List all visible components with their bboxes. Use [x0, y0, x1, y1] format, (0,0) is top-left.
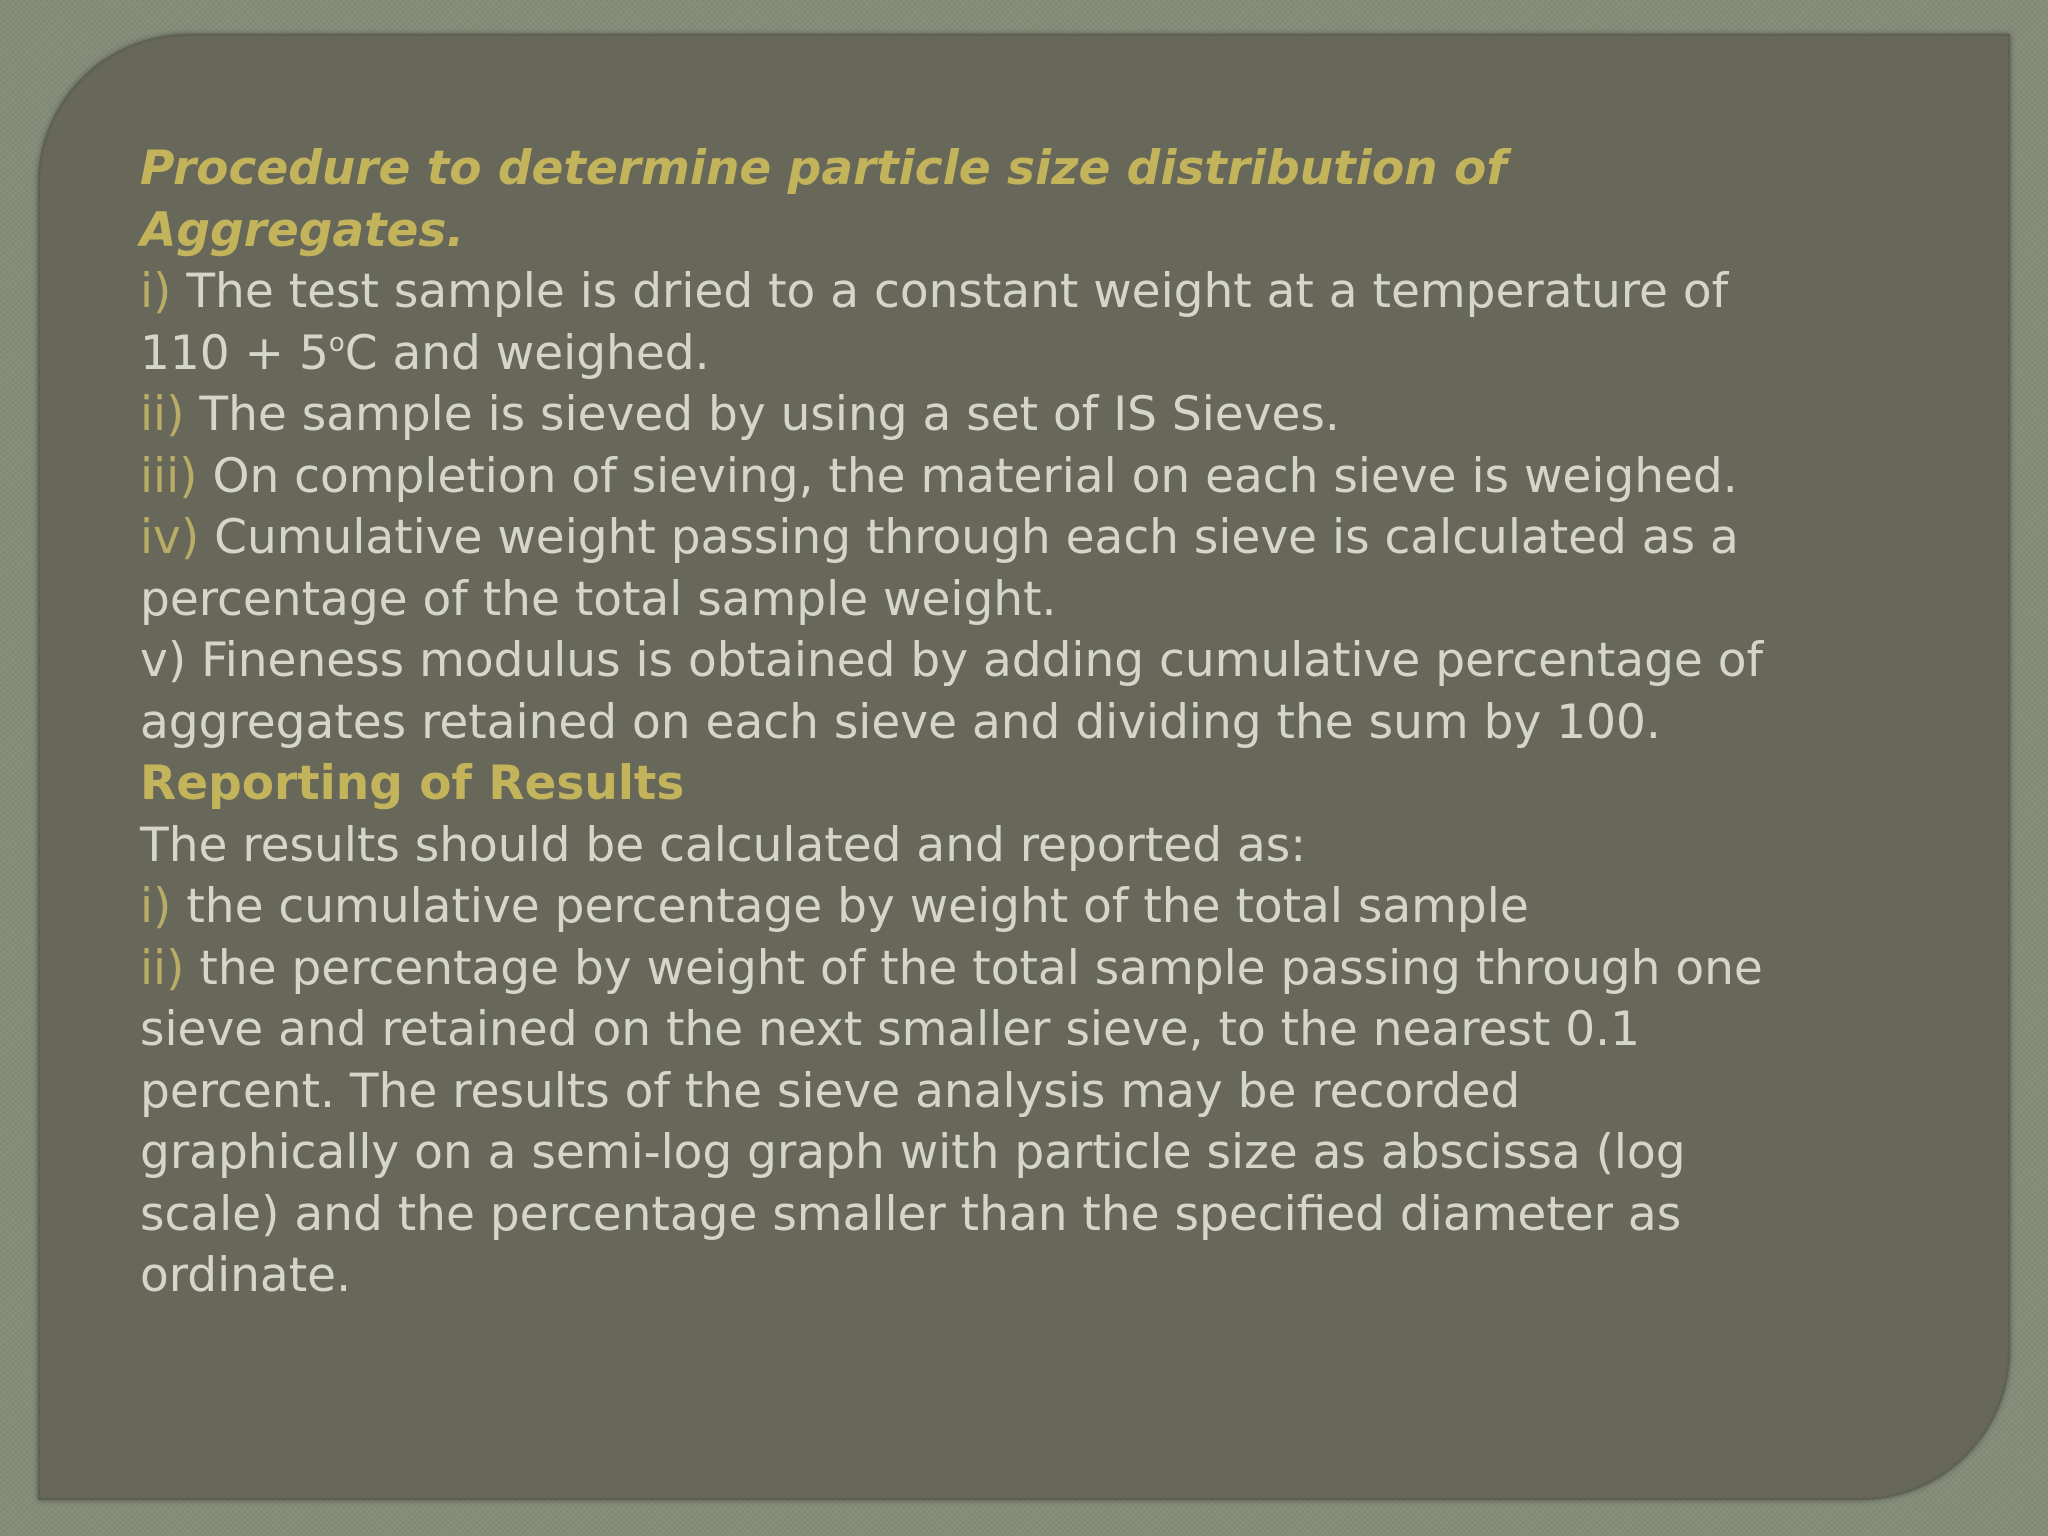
- step-2-marker: ii): [140, 387, 185, 442]
- step-4-text: Cumulative weight passing through each sieve is calculated as a: [199, 510, 1739, 565]
- reporting-heading: Reporting of Results: [140, 756, 685, 811]
- step-1-text-end: C and weighed.: [344, 325, 710, 381]
- item-1-text: the cumulative percentage by weight of the total sample: [171, 879, 1529, 934]
- step-4-marker: iv): [140, 510, 200, 565]
- reporting-item-2-line: scale) and the percentage smaller than the specified diameter as: [140, 1186, 1682, 1242]
- degree-superscript: o: [328, 327, 345, 358]
- reporting-item-2-line: percent. The results of the sieve analysis may be recorded: [140, 1063, 1521, 1119]
- reporting-item-2-line: ordinate.: [140, 1248, 352, 1303]
- procedure-step-4-continued: percentage of the total sample weight.: [140, 571, 1057, 627]
- procedure-step-4: [140, 507, 1940, 569]
- step-1-marker: i): [140, 264, 172, 319]
- step-1-temperature: 110 + 5: [140, 325, 329, 381]
- slide-title-line-2: Aggregates.: [140, 202, 465, 258]
- procedure-step-5-continued: aggregates retained on each sieve and dividing the sum by 100.: [140, 694, 1661, 750]
- step-3-text: On completion of sieving, the material on each sieve is weighed.: [197, 448, 1738, 504]
- procedure-step-3: [140, 446, 1940, 508]
- slide-content: [140, 138, 1940, 1307]
- reporting-item-2: [140, 938, 1940, 1000]
- procedure-step-1-continued: [140, 323, 1940, 385]
- step-2-text: The sample is sieved by using a set of IS Sieves.: [184, 387, 1340, 442]
- reporting-item-1: [140, 876, 1940, 938]
- item-2-text: the percentage by weight of the total sample passing through one: [184, 940, 1763, 996]
- item-2-marker: ii): [140, 940, 185, 996]
- reporting-item-2-line: sieve and retained on the next smaller sieve, to the nearest 0.1: [140, 1002, 1641, 1057]
- item-1-marker: i): [140, 879, 172, 934]
- procedure-step-5: v) Fineness modulus is obtained by adding cumulative percentage of: [140, 633, 1764, 688]
- procedure-step-2: [140, 384, 1940, 446]
- step-1-text: The test sample is dried to a constant weight at a temperature of: [171, 264, 1729, 319]
- procedure-step-1: [140, 261, 1940, 323]
- reporting-item-2-line: graphically on a semi-log graph with particle size as abscissa (log: [140, 1125, 1686, 1180]
- step-3-marker: iii): [140, 448, 198, 504]
- slide-title-line-1: Procedure to determine particle size distribution of: [140, 141, 1507, 196]
- reporting-intro: The results should be calculated and reported as:: [140, 817, 1307, 873]
